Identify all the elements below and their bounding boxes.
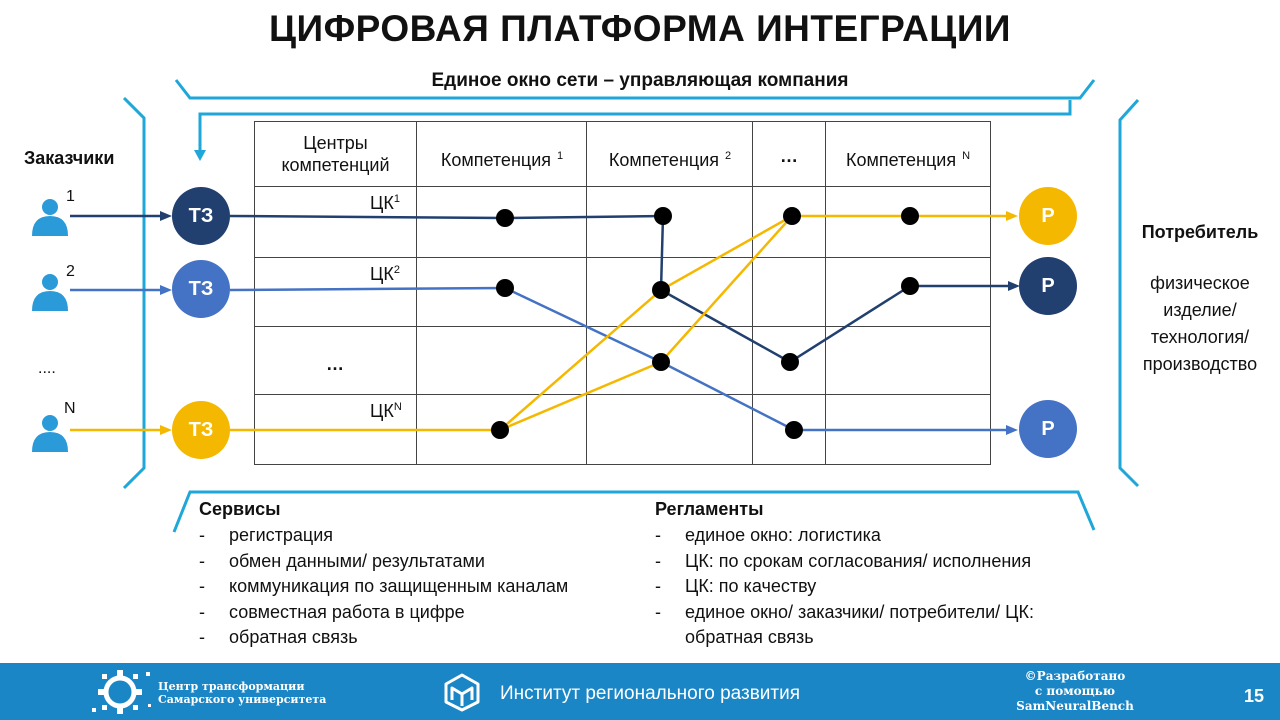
table-cell (586, 394, 753, 465)
row-label-ckn: $ЦК^N$ (370, 401, 402, 421)
customer-arrowhead-2 (160, 285, 172, 295)
table-cell (752, 394, 826, 465)
list-item: - ЦК: по качеству (655, 574, 1105, 600)
tz-circle-n: ТЗ (172, 401, 230, 459)
header-competency-1: Компетенция $^1$ (440, 150, 564, 170)
page-number: 15 (1244, 686, 1265, 706)
list-item: - совместная работа в цифре (199, 600, 639, 626)
header-competency-ellipsis: … (780, 146, 798, 166)
gear-logo-icon (90, 664, 156, 720)
window-label: Единое окно сети – управляющая компания (431, 70, 849, 91)
tz-circle-2: ТЗ (172, 260, 230, 318)
customer-arrowhead-n (160, 425, 172, 435)
consumer-description: физическое изделие/ технология/ производство (1142, 273, 1258, 374)
person-icon (32, 415, 68, 452)
customer-number: N (64, 400, 76, 417)
table-cell (752, 186, 826, 258)
table-cell (416, 326, 587, 395)
table-cell (416, 257, 587, 327)
list-item: - обмен данными/ результатами (199, 549, 639, 575)
table-cell (825, 394, 991, 465)
table-cell (416, 186, 587, 258)
list-item: - единое окно: логистика (655, 523, 1105, 549)
result-circle-1: Р (1019, 187, 1077, 245)
customers-title: Заказчики (24, 148, 115, 168)
header-centers: Центры компетенций (281, 133, 390, 175)
customer-number: 1 (66, 188, 75, 205)
table-cell (752, 257, 826, 327)
regulations-title: Регламенты (655, 499, 764, 519)
footer-left-text: Центр трансформации Самарского университета (158, 680, 327, 706)
services-title: Сервисы (199, 499, 281, 519)
tz-circle-1: ТЗ (172, 187, 230, 245)
header-competency-2: Компетенция $^2$ (608, 150, 732, 170)
customer-arrowhead-1 (160, 211, 172, 221)
footer-institute-name: Институт регионального развития (500, 683, 801, 704)
row-label-ellipsis: … (326, 354, 344, 374)
table-cell (752, 326, 826, 395)
consumer-title: Потребитель (1141, 222, 1259, 242)
services-list (199, 523, 639, 651)
result-circle-2: Р (1019, 257, 1077, 315)
result-circle-3: Р (1019, 400, 1077, 458)
institute-logo-icon (442, 672, 482, 712)
table-cell (586, 326, 753, 395)
person-icon (32, 199, 68, 236)
table-cell (825, 326, 991, 395)
table-cell (586, 186, 753, 258)
row-label-ck1: $ЦК^1$ (370, 193, 400, 213)
table-cell (416, 394, 587, 465)
window-arrow-head (194, 150, 206, 161)
table-cell (825, 257, 991, 327)
list-item: - обратная связь (199, 625, 639, 651)
table-cell (586, 257, 753, 327)
person-icon (32, 274, 68, 311)
header-competency-n: Компетенция $^N$ (845, 150, 971, 170)
regulations-list (655, 523, 1105, 651)
list-item: - коммуникация по защищенным каналам (199, 574, 639, 600)
list-item: - единое окно/ заказчики/ потребители/ ЦК: обратная связь (655, 600, 1105, 651)
customer-number: 2 (66, 263, 75, 280)
footer-credit: ©Разработано с помощью SamNeuralBench (1016, 669, 1134, 713)
list-item: - регистрация (199, 523, 639, 549)
competency-table (254, 121, 991, 465)
slide-title: ЦИФРОВАЯ ПЛАТФОРМА ИНТЕГРАЦИИ (268, 8, 1012, 49)
list-item: - ЦК: по срокам согласования/ исполнения (655, 549, 1105, 575)
customers-ellipsis: .... (38, 360, 56, 377)
table-cell (825, 186, 991, 258)
row-label-ck2: $ЦК^2$ (370, 264, 400, 284)
